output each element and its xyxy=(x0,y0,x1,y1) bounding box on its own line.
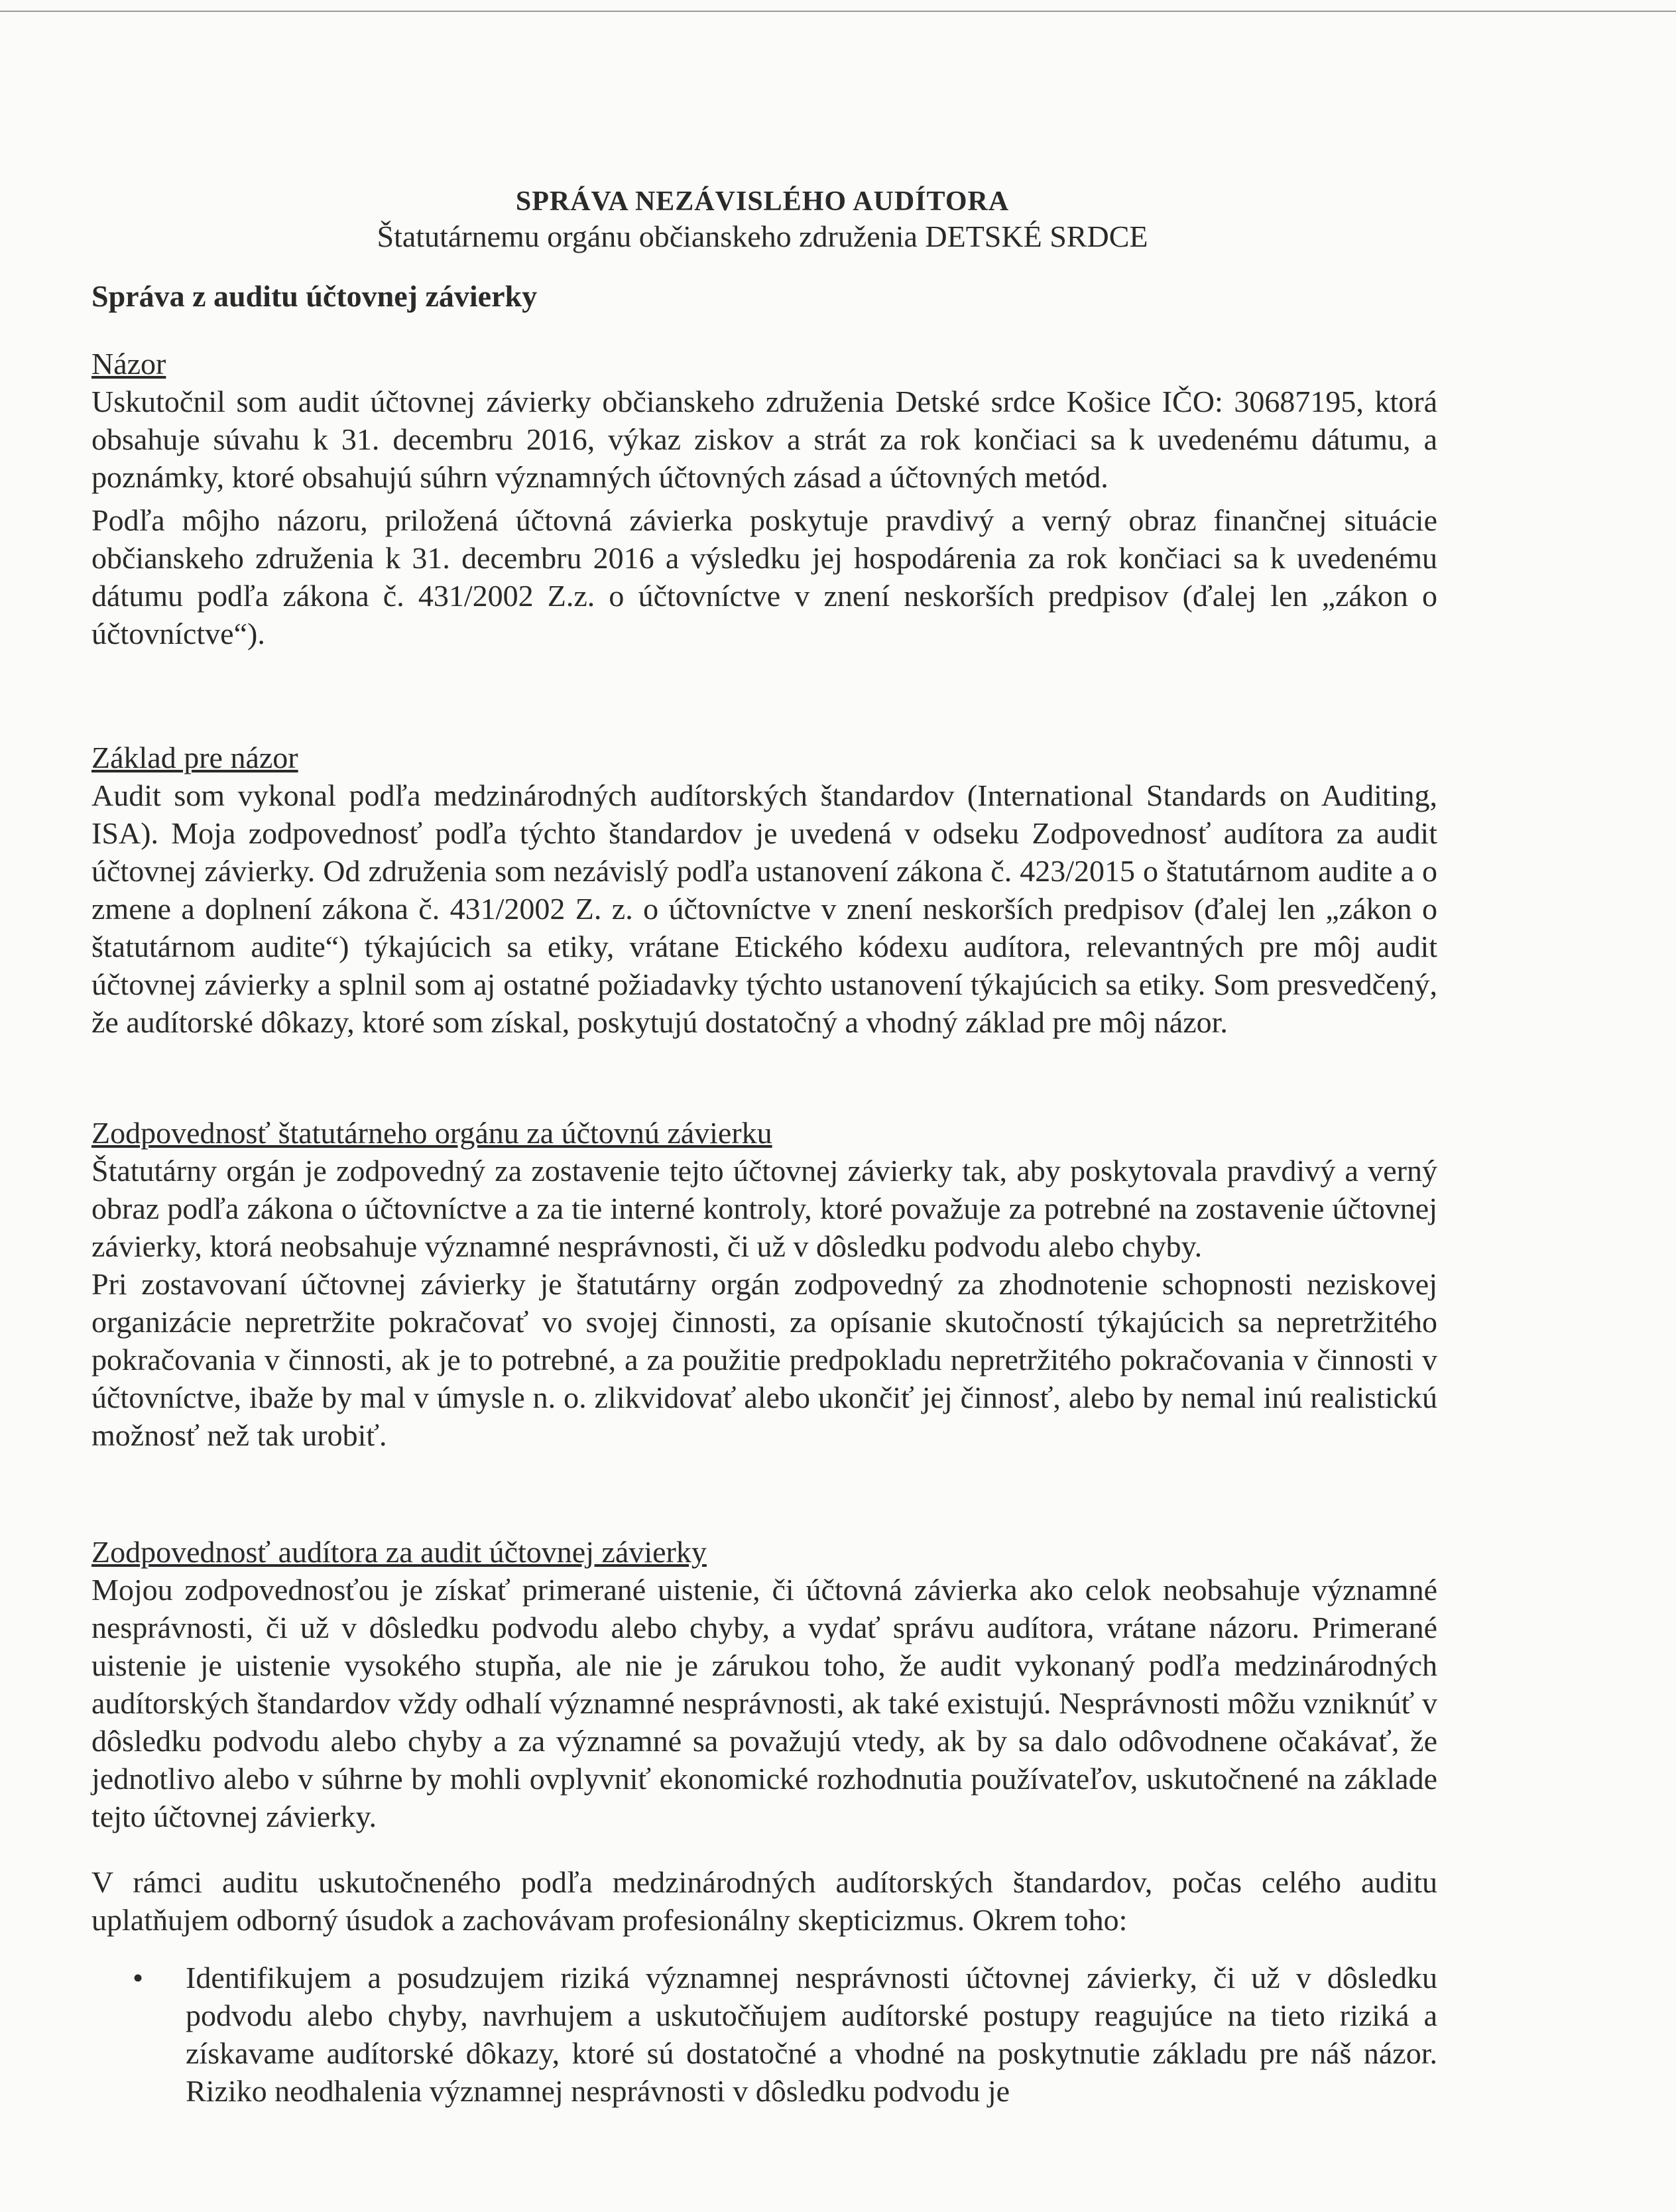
paragraph: Pri zostavovaní účtovnej závierky je štatutárny orgán zodpovedný za zhodnotenie schopnosti neziskovej organizácie nepretržite pokračovať vo svojej činnosti, za opísanie skutočností týkajúcich sa nepretržitého pokračovania v činnosti, ak je to potrebné, a za použitie predpokladu nepretržitého pokračovania v činnosti v účtovníctve, ibaže by mal v úmysle n. o. zlikvidovať alebo ukončiť jej činnosť, alebo by nemal inú realistickú možnosť než tak urobiť. xyxy=(91,1267,1437,1452)
bullet-text: Identifikujem a posudzujem riziká významnej nesprávnosti účtovnej závierky, či už v dôsledku podvodu alebo chyby, navrhujem a uskutočňujem audítorské postupy reagujúce na tieto riziká a získavame audítorské dôkazy, ktoré sú dostatočné a vhodné na poskytnutie základu pre náš názor. Riziko neodhalenia významnej nesprávnosti v dôsledku podvodu je xyxy=(186,1961,1437,2108)
paragraph: Audit som vykonal podľa medzinárodných audítorských štandardov (International Standards on Auditing, ISA). Moja zodpovednosť podľa týchto štandardov je uvedená v odseku Zodpovednosť audítora za audit účtovnej závierky. Od združenia som nezávislý podľa ustanovení zákona č. 423/2015 o štatutárnom audite a o zmene a doplnení zákona č. 431/2002 Z. z. o účtovníctve v znení neskorších predpisov (ďalej len „zákon o štatutárnom audite“) týkajúcich sa etiky, vrátane Etického kódexu audítora, relevantných pre môj audit účtovnej závierky a splnil som aj ostatné požiadavky týchto ustanovení týkajúcich sa etiky. Som presvedčený, že audítorské dôkazy, ktoré som získal, poskytujú dostatočný a vhodný základ pre môj názor. xyxy=(91,778,1437,1039)
paragraph: Uskutočnil som audit účtovnej závierky občianskeho združenia Detské srdce Košice IČO: 30687195, ktorá obsahuje súvahu k 31. decembru 2016, výkaz ziskov a strát za rok končiaci sa k uvedenému dátumu, a poznámky, ktoré obsahujú súhrn významných účtovných zásad a účtovných metód. xyxy=(91,385,1437,494)
document-subtitle: Štatutárnemu orgánu občianskeho združenia DETSKÉ SRDCE xyxy=(377,219,1148,253)
section-heading: Základ pre názor xyxy=(91,741,298,774)
section-basis xyxy=(91,739,1437,1041)
paragraph: V rámci auditu uskutočneného podľa medzinárodných audítorských štandardov, počas celého auditu uplatňujem odborný úsudok a zachovávam profesionálny skepticizmus. Okrem toho: xyxy=(91,1865,1437,1937)
bullet-item xyxy=(0,1959,1437,2110)
section-heading: Zodpovednosť štatutárneho orgánu za účtovnú závierku xyxy=(91,1116,772,1150)
section-statutory-responsibility xyxy=(91,1114,1437,1454)
section-opinion xyxy=(91,345,1437,652)
document-title: SPRÁVA NEZÁVISLÉHO AUDÍTORA xyxy=(515,186,1010,217)
report-heading: Správa z auditu účtovnej závierky xyxy=(91,279,538,313)
section-auditor-responsibility xyxy=(91,1533,1437,2110)
paragraph: Mojou zodpovednosťou je získať primerané uistenie, či účtovná závierka ako celok neobsahuje významné nesprávnosti, či už v dôsledku podvodu alebo chyby, a vydať správu audítora, vrátane názoru. Primerané uistenie je uistenie vysokého stupňa, ale nie je zárukou toho, že audit vykonaný podľa medzinárodných audítorských štandardov vždy odhalí významné nesprávnosti, ak také existujú. Nesprávnosti môžu vzniknúť v dôsledku podvodu alebo chyby a za významné sa považujú vtedy, ak by sa dalo odôvodnene očakávať, že jednotlivo alebo v súhrne by mohli ovplyvniť ekonomické rozhodnutia používateľov, uskutočnené na základe tejto účtovnej závierky. xyxy=(91,1573,1437,1833)
bullet-icon: • xyxy=(133,1961,144,1995)
paragraph: Štatutárny orgán je zodpovedný za zostavenie tejto účtovnej závierky tak, aby poskytovala pravdivý a verný obraz podľa zákona o účtovníctve a za tie interné kontroly, ktoré považuje za potrebné na zostavenie účtovnej závierky, ktorá neobsahuje významné nesprávnosti, či už v dôsledku podvodu alebo chyby. xyxy=(91,1154,1437,1263)
paragraph: Podľa môjho názoru, priložená účtovná závierka poskytuje pravdivý a verný obraz finančnej situácie občianskeho združenia k 31. decembru 2016 a výsledku jej hospodárenia za rok končiaci sa k uvedenému dátumu podľa zákona č. 431/2002 Z.z. o účtovníctve v znení neskorších predpisov (ďalej len „zákon o účtovníctve“). xyxy=(91,503,1437,650)
section-heading: Zodpovednosť audítora za audit účtovnej závierky xyxy=(91,1535,707,1569)
scan-edge-line xyxy=(0,11,1676,12)
section-heading: Názor xyxy=(91,347,166,381)
